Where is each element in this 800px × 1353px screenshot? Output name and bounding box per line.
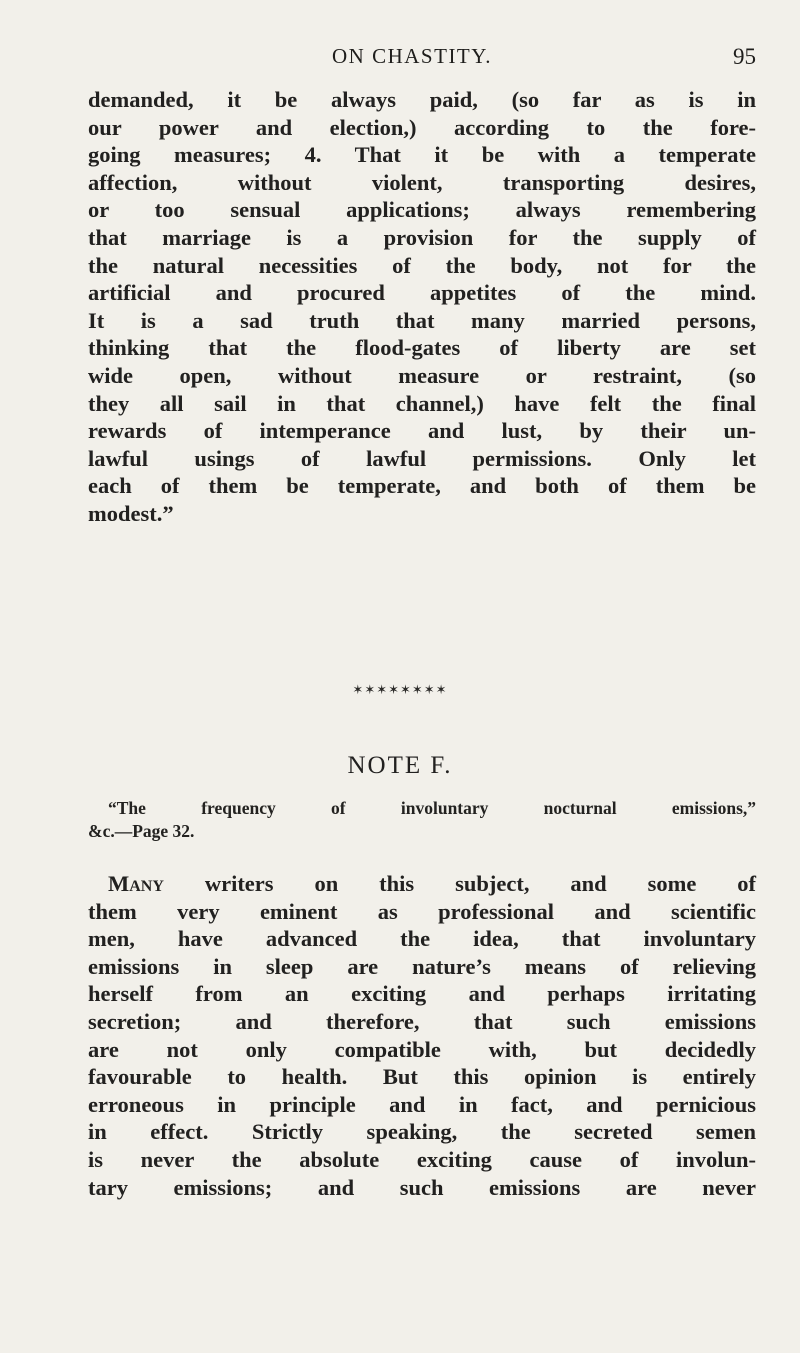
text-line: the natural necessities of the body, not for the <box>88 252 756 278</box>
text-line: tary emissions; and such emissions are never <box>88 1174 756 1200</box>
text-line: affection, without violent, transporting desires, <box>88 169 756 195</box>
text-line: modest.” <box>88 500 174 526</box>
text-line: wide open, without measure or restraint, (so <box>88 362 756 388</box>
text-line: erroneous in principle and in fact, and pernicious <box>88 1091 756 1117</box>
text-line <box>88 870 756 898</box>
text-line: secretion; and therefore, that such emissions <box>88 1008 756 1034</box>
text-line: or too sensual applications; always remembering <box>88 197 756 223</box>
note-paragraph <box>88 870 756 1201</box>
citation-line: “The frequency of involuntary nocturnal emissions,” <box>108 798 756 818</box>
text-line: demanded, it be always paid, (so far as is in <box>88 87 756 112</box>
text-line: emissions in sleep are nature’s means of relieving <box>88 953 756 979</box>
note-heading: NOTE F. <box>347 752 453 779</box>
text-fragment: writers on this subject, and some of <box>163 871 756 896</box>
running-title: ON CHASTITY. <box>332 44 492 68</box>
text-line: thinking that the flood-gates of liberty are set <box>88 335 756 361</box>
text-line: lawful usings of lawful permissions. Only let <box>88 445 756 471</box>
note-citation <box>88 797 756 842</box>
text-line: them very eminent as professional and scientific <box>88 898 756 924</box>
text-line: that marriage is a provision for the supply of <box>88 224 756 250</box>
running-head <box>68 44 756 74</box>
page-number: 95 <box>733 44 756 69</box>
text-line: It is a sad truth that many married persons, <box>88 307 756 333</box>
text-line: in effect. Strictly speaking, the secreted semen <box>88 1119 756 1145</box>
paragraph-continued <box>88 86 756 528</box>
text-line: favourable to health. But this opinion is entirely <box>88 1064 756 1090</box>
text-line: going measures; 4. That it be with a temperate <box>88 142 756 168</box>
section-ornament: ✶✶✶✶✶✶✶✶ <box>352 683 448 698</box>
text-line: men, have advanced the idea, that involuntary <box>88 926 756 952</box>
citation-line: &c.—Page 32. <box>88 820 195 841</box>
text-line: artificial and procured appetites of the mind. <box>88 280 756 306</box>
text-line: are not only compatible with, but decidedly <box>88 1036 756 1062</box>
text-line: rewards of intemperance and lust, by their un- <box>88 418 756 444</box>
text-line: each of them be temperate, and both of them be <box>88 473 756 499</box>
lead-word: Many <box>108 871 164 896</box>
text-line: herself from an exciting and perhaps irritating <box>88 981 756 1007</box>
text-line: is never the absolute exciting cause of involun- <box>88 1146 756 1172</box>
text-line: they all sail in that channel,) have felt the final <box>88 390 756 416</box>
text-line: our power and election,) according to the fore- <box>88 114 756 140</box>
